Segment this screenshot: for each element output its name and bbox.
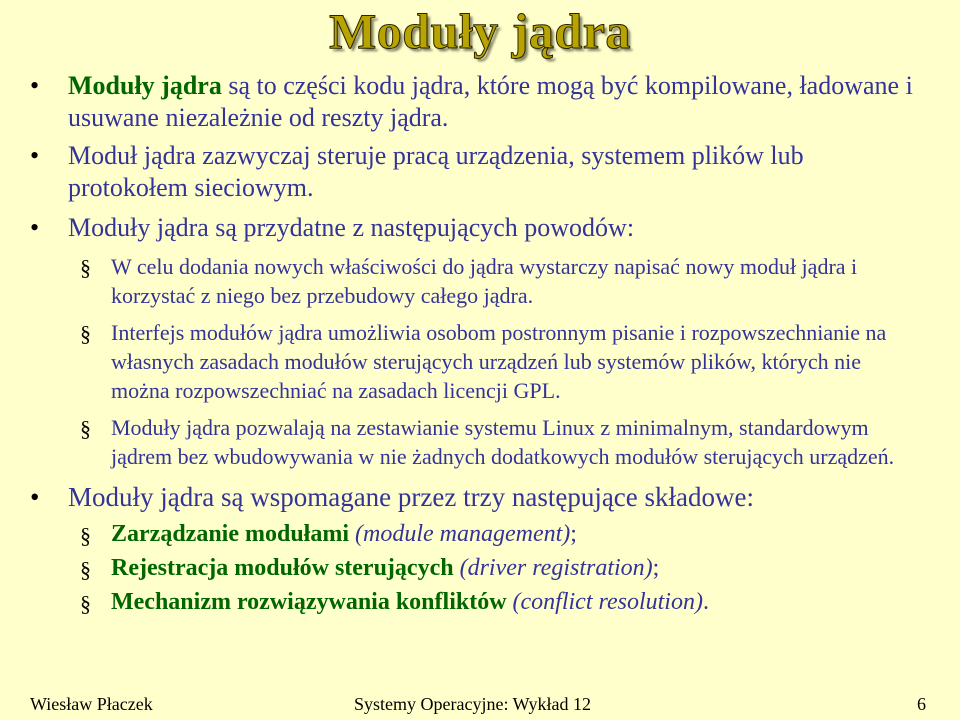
bullet-3 (0, 212, 960, 244)
subitem-3-text: Moduły jądra pozwalają na zestawianie systemu Linux z minimalnym, standardowym jądrem bez wbudowywania w nie żadnych dodatkowych modułów sterujących urządzeń. (111, 415, 895, 469)
footer-page-number: 6 (917, 694, 926, 714)
bullet-1-text: są to części kodu jądra, które mogą być kompilowane, ładowane i usuwane niezależnie od reszty jądra. (68, 71, 913, 132)
bullet-2-text: Moduł jądra zazwyczaj steruje pracą urządzenia, systemem plików lub protokołem sieciowym. (68, 141, 804, 202)
section-mark-icon: § (80, 591, 91, 616)
component-3-english: (conflict resolution) (512, 589, 703, 615)
component-1 (0, 517, 960, 551)
component-2 (0, 551, 960, 585)
bullet-3-text: Moduły jądra są przydatne z następujących powodów: (68, 213, 635, 242)
component-2-punct: ; (652, 555, 660, 581)
component-2-english: (driver registration) (459, 555, 653, 581)
subitem-1 (0, 252, 960, 310)
bullet-1 (0, 70, 960, 134)
component-3 (0, 585, 960, 619)
subitem-2 (0, 318, 960, 405)
section-mark-icon: § (80, 523, 91, 548)
component-3-term: Mechanizm rozwiązywania konfliktów (111, 589, 507, 615)
bullet-4 (0, 481, 960, 513)
subitem-2-text: Interfejs modułów jądra umożliwia osobom postronnym pisanie i rozpowszechnianie na własnych zasadach modułów sterujących urządzeń lub systemów plików, których nie można rozpowszechniać na zasadach licencji GPL. (111, 320, 887, 403)
component-2-term: Rejestracja modułów sterujących (111, 555, 454, 581)
bullet-2 (0, 140, 960, 204)
component-3-punct: . (702, 589, 709, 615)
footer-author: Wiesław Płaczek (30, 694, 153, 714)
bullet-dot-icon: • (30, 213, 40, 242)
bullet-dot-icon: • (30, 141, 40, 170)
slide-title: Moduły jądra (329, 3, 631, 59)
bullet-1-lead: Moduły jądra (68, 71, 222, 100)
subitem-1-text: W celu dodania nowych właściwości do jądra wystarczy napisać nowy moduł jądra i korzystać z niego bez przebudowy całego jądra. (111, 254, 858, 308)
component-1-english: (module management) (355, 521, 571, 547)
bullet-dot-icon: • (30, 482, 40, 512)
section-mark-icon: § (80, 557, 91, 582)
bullet-4-text: Moduły jądra są wspomagane przez trzy następujące składowe: (68, 482, 754, 512)
component-1-term: Zarządzanie modułami (111, 521, 349, 547)
slide-footer (0, 690, 960, 718)
section-mark-icon: § (80, 255, 91, 280)
subitem-3 (0, 413, 960, 471)
section-mark-icon: § (80, 321, 91, 346)
bullet-dot-icon: • (30, 71, 40, 100)
footer-course: Systemy Operacyjne: Wykład 12 (354, 694, 592, 714)
section-mark-icon: § (80, 416, 91, 441)
slide-content (0, 70, 960, 619)
component-1-punct: ; (570, 521, 577, 547)
